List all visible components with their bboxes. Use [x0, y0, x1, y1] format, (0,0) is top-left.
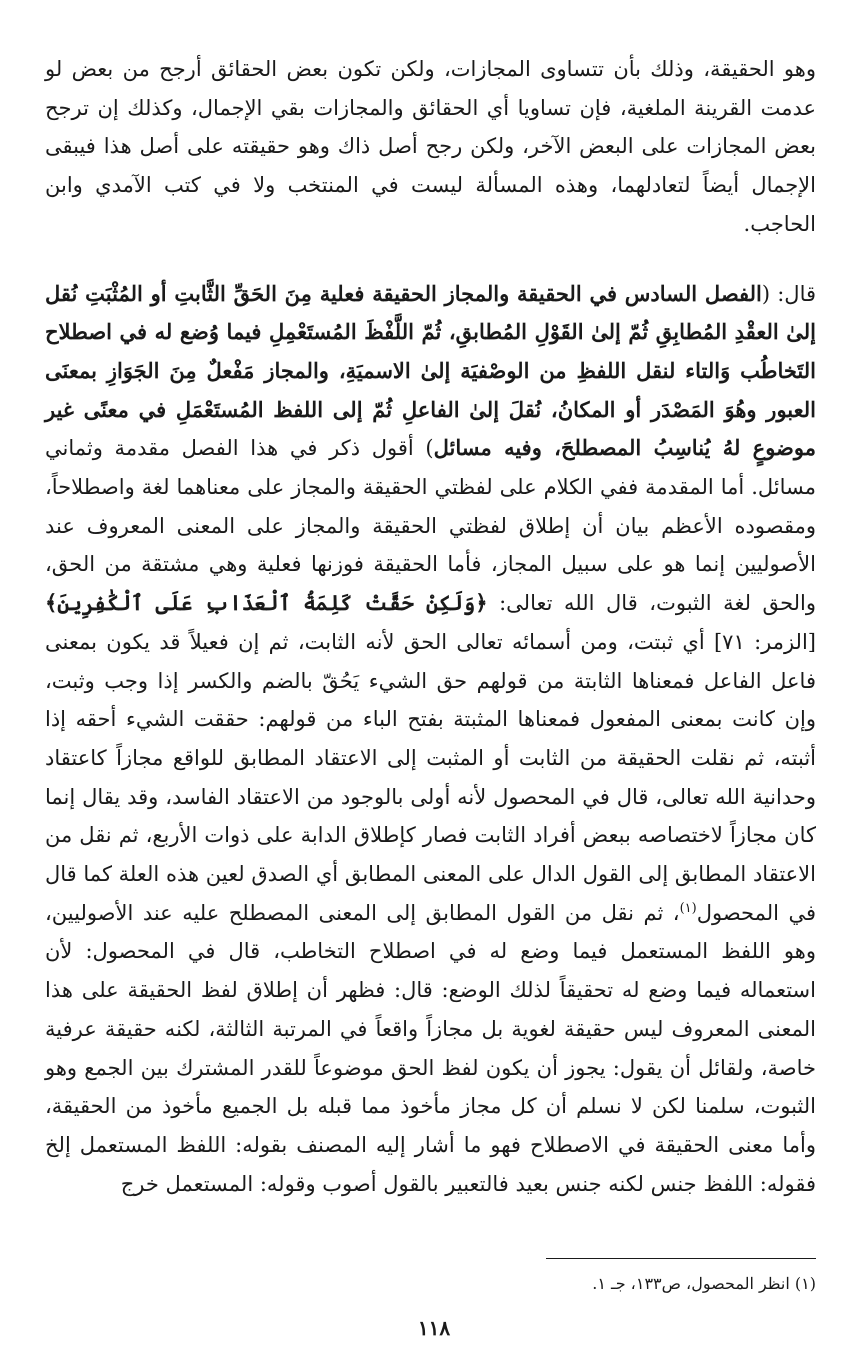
paragraph-1: وهو الحقيقة، وذلك بأن تتساوى المجازات، ولكن تكون بعض الحقائق أرجح من بعض لو عدمت القرينة الملغية، فإن تساويا أي الحقائق والمجازات بقي الإجمال، وكذلك إن ترجح بعض المجازات على البعض الآخر، ولكن رجح أصل ذاك وهو حقيقته على أصل هذا فيبقى الإجمال أيضاً لتعادلهما، وهذه المسألة ليست في المنتخب ولا في كتب الآمدي وابن الحاجب. [45, 57, 816, 236]
qal-prefix: قال: ( [761, 281, 817, 306]
quran-verse: ﴿وَلَكِنْ حَقَّتْ كَلِمَةُ ٱلْعَذَابِ عَلَى ٱلْكَٰفِرِينَ﴾ [45, 590, 488, 616]
footnote: (١) انظر المحصول، ص١٣٣، جـ ١. [592, 1274, 816, 1293]
footnote-divider [546, 1258, 816, 1259]
commentary-b: [الزمر: ٧١] أي ثبتت، ومن أسمائه تعالى الحق لأنه الثابت، ثم إن فعيلاً قد يكون بمعنى فاعل الفاعل فمعناها الثابتة من قولهم حق الشيء يَحُقّ بالضم والكسر إذا وجب وثبت، وإن كانت بمعنى المفعول فمعناها المثبتة بفتح الباء من قولهم: حققت الشيء أحقه إذا أثبته، ثم نقلت الحقيقة من الثابت أو المثبت إلى الاعتقاد المطابق للواقع مجازاً كاعتقاد وحدانية الله تعالى، قال في المحصول لأنه أولى بالوجود من الاعتقاد الفاسد، وقد يقال إنما كان مجازاً لاختصاصه ببعض أفراد الثابت فصار كإطلاق الدابة على ذوات الأربع، ثم نقل من الاعتقاد المطابق إلى القول الدال على المعنى المطابق أي الصدق لعين هذه العلة كما قال في المحصول [45, 629, 816, 925]
footnote-ref: (١) [679, 900, 697, 916]
qal-suffix: ) [425, 436, 434, 461]
page-number: ١١٨ [417, 1316, 451, 1340]
commentary-c: ، ثم نقل من القول المطابق إلى المعنى المصطلح عليه عند الأصوليين، وهو اللفظ المستعمل فيما وضع له في اصطلاح التخاطب، قال في المحصول: لأن استعماله فيما وضع له تحقيقاً لذلك الوضع: قال: فظهر أن إطلاق لفظ الحقيقة على هذا المعنى المعروف ليس حقيقة لغوية بل مجازاً واقعاً في المرتبة الثالثة، لكنه حقيقة عرفية خاصة، ولقائل أن يقول: يجوز أن يكون لفظ الحق موضوعاً للقدر المشترك بين الجمع وهو الثبوت، سلمنا لكن لا نسلم أن كل مجاز مأخوذ مما قبله بل الجميع مأخوذ من الحقيقة، وأما معنى الحقيقة في الاصطلاح فهو ما أشار إليه المصنف بقوله: اللفظ المستعمل إلخ فقوله: اللفظ جنس لكنه جنس بعيد فالتعبير بالقول أصوب وقوله: المستعمل خرج [45, 900, 816, 1196]
quoted-matn: الفصل السادس في الحقيقة والمجاز الحقيقة فعلية مِنَ الحَقِّ الثَّابتِ أو المُثْبَتِ نُقل إلىٰ العقْدِ المُطابِقِ ثُمّ إلىٰ القَوْلِ المُطابقِ، ثُمّ اللَّفْظَ المُستَعْمِلِ فيما وُضع له في اصطلاح التَخاطُب وَالتاء لنقل اللفظِ من الوصْفيَة إلىٰ الاسميَةِ، والمجاز مَفْعلٌ مِنَ الجَوَازِ بمعنَى العبور وهُوَ المَصْدَر أو المكانُ، نُقلَ إلىٰ الفاعلِ ثُمّ إلى اللفظ المُستَعْمَلِ في معنًى غير موضوعٍ لهُ يُناسِبُ المصطلحَ، وفيه مسائل [45, 280, 816, 461]
body-text [45, 50, 816, 1203]
commentary-a: أقول ذكر في هذا الفصل مقدمة وثماني مسائل. أما المقدمة ففي الكلام على لفظتي الحقيقة والمجاز على معناهما لغة واصطلاحاً، ومقصوده الأعظم بيان أن إطلاق لفظتي الحقيقة والمجاز على المعنى المعروف عند الأصوليين إنما هو على سبيل المجاز، فأما الحقيقة فوزنها فعلية وهي مشتقة من الحق، والحق لغة الثبوت، قال الله تعالى: [45, 436, 816, 616]
paragraph-2 [45, 275, 816, 1204]
